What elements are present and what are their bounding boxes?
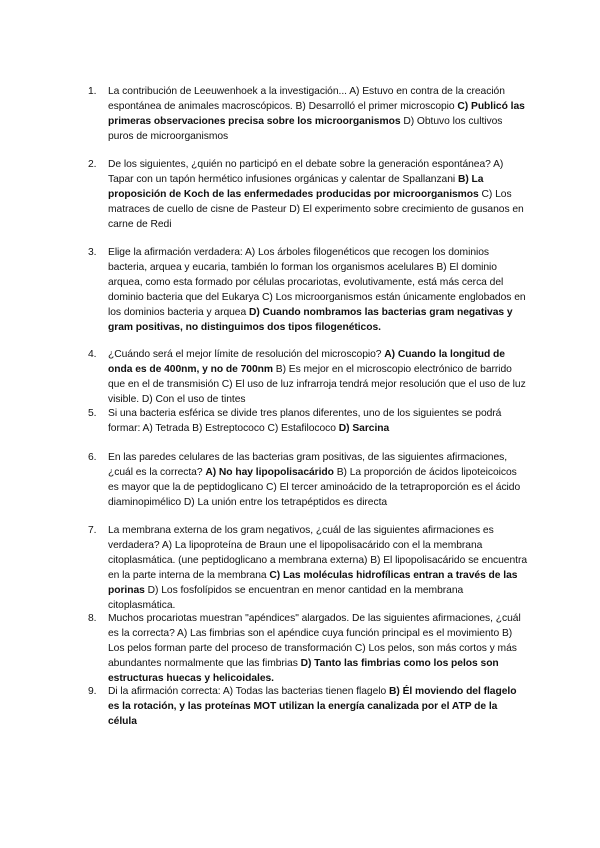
question-number: 1. (88, 86, 97, 97)
question-7 (88, 523, 528, 613)
question-number: 2. (88, 159, 97, 170)
correct-answer: D) Sarcina (338, 423, 390, 434)
question-number: 9. (88, 686, 97, 697)
question-text (108, 523, 528, 613)
question-text-segment: B) Es mejor en el microscopio electrónico de barrido que en el de transmisión C) El uso de luz infrarroja tendrá mejor resolución que el uso de luz visible. D) Con el uso de tintes (108, 364, 526, 405)
question-text-segment: D) Obtuvo los cultivos puros de microorganismos (108, 116, 503, 142)
question-text-segment: Muchos procariotas muestran "apéndices" alargados. De las siguientes afirmaciones, ¿cuál es la correcta? A) Las fimbrias son el apéndice cuya función principal es el movimiento B) Los pelos forman parte del proceso de transformación C) Los pelos, son más cortos y más abundantes normalmente que las fimbrias (108, 613, 521, 669)
question-5 (88, 406, 528, 436)
correct-answer: C) Publicó las primeras observaciones precisa sobre los microorganismos (108, 101, 525, 127)
correct-answer: D) Tanto las fimbrias como los pelos son estructuras huecas y helicoidales. (108, 658, 499, 684)
question-number: 8. (88, 613, 97, 624)
question-text (108, 406, 528, 436)
question-text (108, 84, 528, 144)
question-text-segment: La contribución de Leeuwenhoek a la investigación... A) Estuvo en contra de la creación espontánea de animales macroscópicos. B) Desarrolló el primer microscopio (108, 86, 505, 112)
correct-answer: C) Las moléculas hidrofílicas entran a través de las porinas (108, 570, 518, 596)
question-text-segment: La membrana externa de los gram negativos, ¿cuál de las siguientes afirmaciones es verdadera? A) La lipoproteína de Braun une el lipopolisacárido con el la membrana citoplasmática. (une peptidoglicano a membrana externa) B) El lipopolisacárido se encuentra en la parte interna de la membrana (108, 525, 528, 581)
correct-answer: D) Cuando nombramos las bacterias gram negativas y gram positivas, no distinguimos dos tipos filogenéticos. (108, 307, 513, 333)
question-text (108, 450, 528, 510)
question-text (108, 157, 528, 232)
question-text-segment: Si una bacteria esférica se divide tres planos diferentes, uno de los siguientes se podrá formar: A) Tetrada B) Estreptococo C) Estafilococo (108, 408, 502, 434)
correct-answer: B) La proposición de Koch de las enfermedades producidas por microorganismos (108, 174, 484, 200)
correct-answer: A) No hay lipopolisacárido (205, 467, 334, 478)
correct-answer: A) Cuando la longitud de onda es de 400nm, y no de 700nm (108, 349, 505, 375)
question-text (108, 611, 528, 686)
question-text-segment: Di la afirmación correcta: A) Todas las bacterias tienen flagelo (108, 686, 390, 697)
question-number: 3. (88, 247, 97, 258)
question-text-segment: ¿Cuándo será el mejor límite de resolución del microscopio? (108, 349, 385, 360)
question-8 (88, 611, 528, 686)
question-text-segment: D) Los fosfolípidos se encuentran en menor cantidad en la membrana citoplasmática. (108, 585, 464, 611)
question-text (108, 347, 528, 407)
question-9 (88, 684, 528, 729)
question-1 (88, 84, 528, 144)
question-text-segment: De los siguientes, ¿quién no participó en el debate sobre la generación espontánea? A) Tapar con un tapón hermético infusiones orgánicas y calentar de Spallanzani (108, 159, 504, 185)
question-number: 4. (88, 349, 97, 360)
question-6 (88, 450, 528, 510)
question-text-segment: Elige la afirmación verdadera: A) Los árboles filogenéticos que recogen los dominios bacteria, arquea y eucaria, también lo forman los organismos acelulares B) El dominio arquea, como esta formado por células procariotas, evolutivamente, está más cerca del dominio bacteria que del Eukarya C) Los microorganismos están únicamente englobados en los dominios bacteria y arquea (108, 247, 526, 318)
question-4 (88, 347, 528, 407)
question-number: 6. (88, 452, 97, 463)
question-2 (88, 157, 528, 232)
correct-answer: B) Él moviendo del flagelo es la rotación, y las proteínas MOT utilizan la energía canalizada por el ATP de la célula (108, 686, 517, 727)
question-number: 7. (88, 525, 97, 536)
question-text (108, 245, 528, 335)
question-text-segment: B) La proporción de ácidos lipoteicoicos es mayor que la de peptidoglicano C) El tercer aminoácido de la tetraproporción es el ácido diaminopimélico D) La unión entre los tetrapéptidos es directa (108, 467, 521, 508)
question-3 (88, 245, 528, 335)
question-text-segment: En las paredes celulares de las bacterias gram positivas, de las siguientes afirmaciones, ¿cuál es la correcta? (108, 452, 508, 478)
question-text-segment: C) Los matraces de cuello de cisne de Pasteur D) El experimento sobre crecimiento de gusanos en carne de Redi (108, 189, 524, 230)
question-text (108, 684, 528, 729)
question-number: 5. (88, 408, 97, 419)
